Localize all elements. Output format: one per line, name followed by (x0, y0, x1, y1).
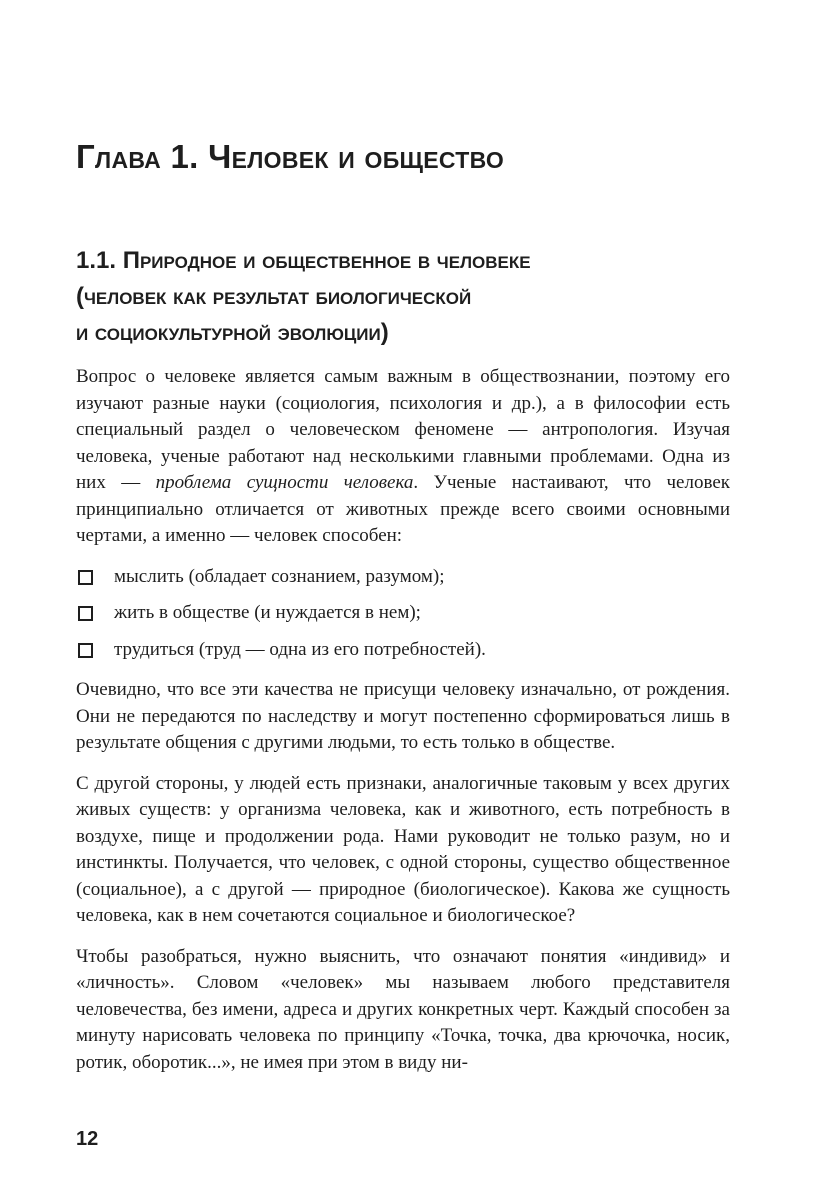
list-item-text: жить в обществе (и нуждается в нем); (114, 602, 421, 623)
section-title (76, 243, 730, 351)
paragraph-intro (76, 364, 730, 550)
list-item (76, 637, 730, 664)
list-item (76, 600, 730, 627)
emphasis-text: проблема сущности человека (155, 472, 414, 493)
checkbox-square-icon (78, 643, 93, 658)
bullet-list (76, 564, 730, 664)
body-text (76, 364, 730, 1076)
list-item-text: трудиться (труд — одна из его потребностей). (114, 638, 486, 660)
section-title-line: 1.1. Природное и общественное в человеке (76, 247, 531, 274)
page-number: 12 (76, 1128, 99, 1150)
checkbox-square-icon (78, 606, 93, 621)
section-title-line: (человек как результат биологической (76, 283, 472, 310)
list-item-text: мыслить (обладает сознанием, разумом); (114, 565, 445, 587)
paragraph: С другой стороны, у людей есть признаки, аналогичные таковым у всех других живых существ: у организма человека, как и животного, есть потребность в воздухе, пище и продолжении рода. Нами руководит не только разум, но и инстинкты. Получается, что человек, с одной стороны, существо общественное (социальное), а с другой — природное (биологическое). Какова же сущность человека, как в нем сочетаются социальное и биологическое? (76, 772, 730, 926)
list-item (76, 564, 730, 591)
section-title-line: и социокультурной эволюции) (76, 319, 389, 346)
paragraph: Очевидно, что все эти качества не присущи человеку изначально, от рождения. Они не передаются по наследству и могут постепенно сформироваться лишь в результате общения с другими людьми, то есть только в обществе. (76, 679, 730, 753)
paragraph-text: Вопрос о человеке является самым важным в обществознании, поэтому его изучают разные науки (социология, психология и др.), а в философии есть специальный раздел о человеческом феномене — антропология. Изучая человека, ученые работают над несколькими главными проблемами. Одна из них — (76, 366, 730, 493)
checkbox-square-icon (78, 570, 93, 585)
chapter-title: Глава 1. Человек и общество (76, 138, 505, 175)
paragraph: Чтобы разобраться, нужно выяснить, что означают понятия «индивид» и «личность». Словом «человек» мы называем любого представителя человечества, без имени, адреса и других конкретных черт. Каждый способен за минуту нарисовать человека по принципу «Точка, точка, два крючочка, носик, ротик, оборотик...», не имея при этом в виду ни- (76, 945, 730, 1073)
paragraph-text: . Ученые настаивают, что человек принципиально отличается от животных прежде всего своими основными чертами, а именно — человек способен: (76, 472, 730, 546)
